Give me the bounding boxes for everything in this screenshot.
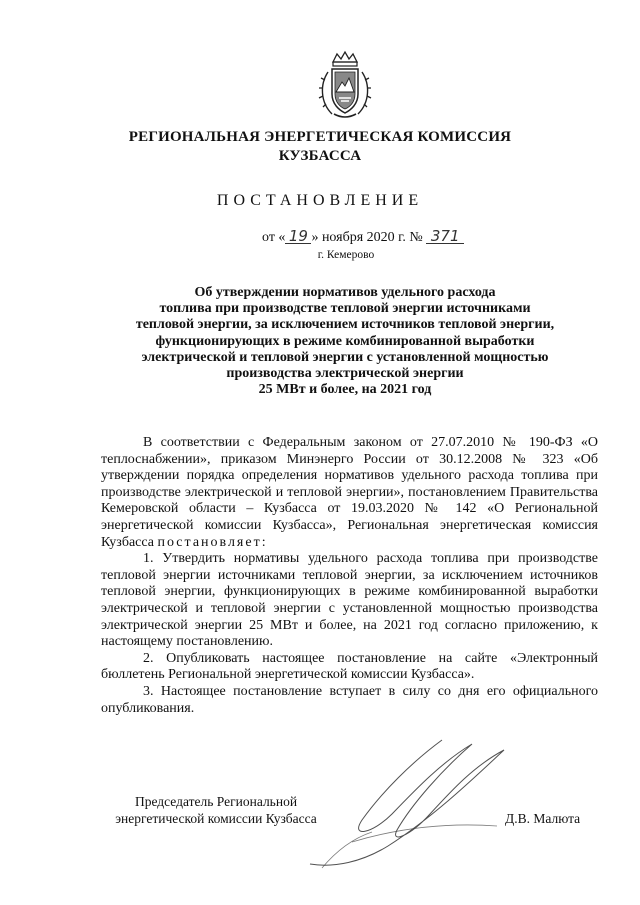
document-body <box>101 435 598 717</box>
item-paragraph-2: 2. Опубликовать настоящее постановление на сайте «Электронный бюллетень Региональной энергетической комиссии Кузбасса». <box>101 650 598 683</box>
title-line: электрической и тепловой энергии с установленной мощностью <box>141 349 549 365</box>
signatory-title-line2: энергетической комиссии Кузбасса <box>115 811 317 826</box>
organization-name-line2: КУЗБАССА <box>278 148 362 164</box>
date-prefix: от « <box>262 230 286 245</box>
document-title <box>95 285 595 398</box>
date-month-year: » ноября 2020 г. № <box>311 230 423 245</box>
title-line: Об утверждении нормативов удельного расхода <box>194 285 496 300</box>
preamble-paragraph <box>101 435 598 551</box>
item-paragraph-3: 3. Настоящее постановление вступает в силу со дня его официального опубликования. <box>101 683 598 716</box>
title-line: производства электрической энергии <box>226 366 464 382</box>
title-line: 25 МВт и более, на 2021 год <box>258 382 432 398</box>
document-number: 371 <box>426 229 464 244</box>
coat-of-arms-icon <box>316 50 374 122</box>
organization-name-line1: РЕГИОНАЛЬНАЯ ЭНЕРГЕТИЧЕСКАЯ КОМИССИЯ <box>128 129 512 145</box>
preamble-text: В соответствии с Федеральным законом от 27.07.2010 № 190-ФЗ «О теплоснабжении», приказом Минэнерго России от 30.12.2008 № 323 «Об утверждении порядка определения нормативов удельного расхода топлива при производстве электрической и тепловой энергии», постановлением Правительства Кемеровской области – Кузбасса от 19.03.2020 № 142 «О Региональной энергетической комиссии Кузбасса», Региональная энергетическая комиссия Кузбасса <box>101 435 598 550</box>
title-line: функционирующих в режиме комбинированной выработки <box>155 333 535 349</box>
item-paragraph-1: 1. Утвердить нормативы удельного расхода топлива при производстве тепловой энергии источниками тепловой энергии, за исключением источников тепловой энергии, функционирующих в режиме комбинированной выработки электрической и тепловой энергии с установленной мощностью производства электрической энергии 25 МВт и более, на 2021 год согласно приложению, к настоящему постановлению. <box>101 551 598 650</box>
organization-name <box>0 128 640 166</box>
signatory-title-line1: Председатель Региональной <box>134 794 298 809</box>
handwritten-signature <box>292 722 512 872</box>
document-date-line <box>262 229 464 246</box>
title-line: тепловой энергии, за исключением источников тепловой энергии, <box>135 317 555 333</box>
document-type: ПОСТАНОВЛЕНИЕ <box>216 192 424 209</box>
title-line: топлива при производстве тепловой энергии источниками <box>159 301 531 317</box>
resolves-word: постановляет: <box>157 534 268 550</box>
signatory-name: Д.В. Малюта <box>505 811 581 826</box>
date-day: 19 <box>285 229 311 244</box>
document-city: г. Кемерово <box>317 249 375 261</box>
